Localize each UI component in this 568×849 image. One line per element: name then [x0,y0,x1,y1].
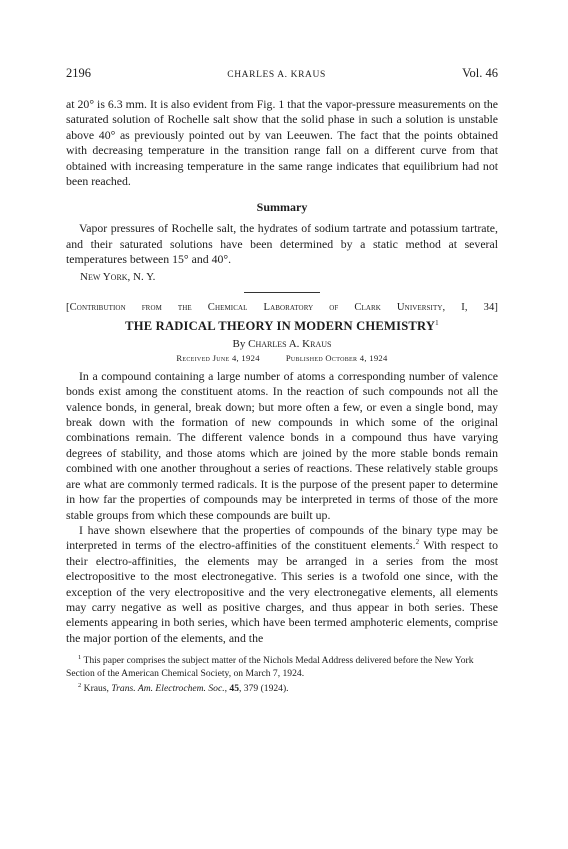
journal-page [66,66,498,695]
body-paragraph-2-part-b: With respect to their electro-affinities, the elements may be arranged in a series from the most electropositive to the most electronegative. This series is a twofold one since, with the exception of the very electropositive and the very electronegative elements, all elements may carry negative as well as positive charges, and thus appear in both series. These elements appearing in both series, which have been termed amphoteric elements, comprise the major portion of the elements, and the [66,538,498,645]
body-paragraph-1: In a compound containing a large number of atoms a corresponding number of valence bonds exist among the constituent atoms. In the reaction of such compounds not all the valence bonds, in general, break down; but more often a few, or even a single bond, may break down with the formation of new compounds in which some of the original combinations remain. The different valence bonds in a compound thus have varying degrees of stability, and those atoms which are joined by the more stable bonds remain combined with one another throughout a series of reactions. These relatively stable groups are what are commonly termed radicals. It is the purpose of the present paper to determine in how far the properties of compounds may be interpreted in terms of those of the more stable groups from which these compounds are built up. [66,368,498,522]
received-date: Received June 4, 1924 [176,352,260,363]
continuation-paragraph: at 20° is 6.3 mm. It is also evident from Fig. 1 that the vapor-pressure measurements on the saturated solution of Rochelle salt show that the solid phase in such a solution is unstable above 40° as previously pointed out by van Leeuwen. The fact that the points obtained with decreasing temperature in the transition range fall on a different curve from that obtained with increasing temperature in the same range indicates that equilibrium had not been reached. [66,97,498,189]
byline [66,338,498,350]
running-title: CHARLES A. KRAUS [227,70,326,80]
contribution-line: [Contribution from the Chemical Laboratory of Clark University, I, 34] [66,301,498,313]
byline-prefix: By [232,337,246,350]
summary-place: New York, N. Y. [80,270,156,283]
footnote-2-author: Kraus, [81,682,112,694]
page-number: 2196 [66,66,91,80]
summary-paragraph: Vapor pressures of Rochelle salt, the hydrates of sodium tartrate and potassium tartrate, and their saturated solutions have been determined by a static method at several temperatures between 15° and 40°. [66,221,498,267]
body-paragraph-2 [66,523,498,646]
volume-number: Vol. 46 [462,66,498,80]
title-footnote-mark: 1 [435,318,439,327]
footnote-1-text: This paper comprises the subject matter of the Nichols Medal Address delivered before the New York Section of the American Chemical Society, on March 7, 1924. [66,655,474,679]
published-date: Published October 4, 1924 [285,352,388,363]
running-header [66,66,498,81]
author-name: Charles A. Kraus [248,337,332,350]
footnote-ref-2: 2 [415,538,420,547]
footnote-2: $^2$ Kraus, Trans. Am. Electrochem. Soc., 45, 379 (1924). [78,681,289,694]
body-paragraph-2-part-a: I have shown elsewhere that the properties of compounds of the binary type may be interpreted in terms of the electro-affinities of the constituent elements. [66,522,498,553]
footnote-1-mark: 1 [78,654,82,662]
section-divider [244,292,320,293]
summary-heading: Summary [256,200,308,215]
footnote-2-journal: Trans. Am. Electrochem. Soc. [111,682,225,694]
footnote-2-volume: 45 [229,682,239,694]
article-title [66,319,498,334]
footnote-2-rest: , 379 (1924). [239,682,289,694]
article-title-text: THE RADICAL THEORY IN MODERN CHEMISTRY [125,318,436,333]
dates-line [66,353,498,363]
footnote-1 [66,652,498,680]
footnote-2-mark: 2 [78,681,82,689]
footnotes [66,652,498,695]
